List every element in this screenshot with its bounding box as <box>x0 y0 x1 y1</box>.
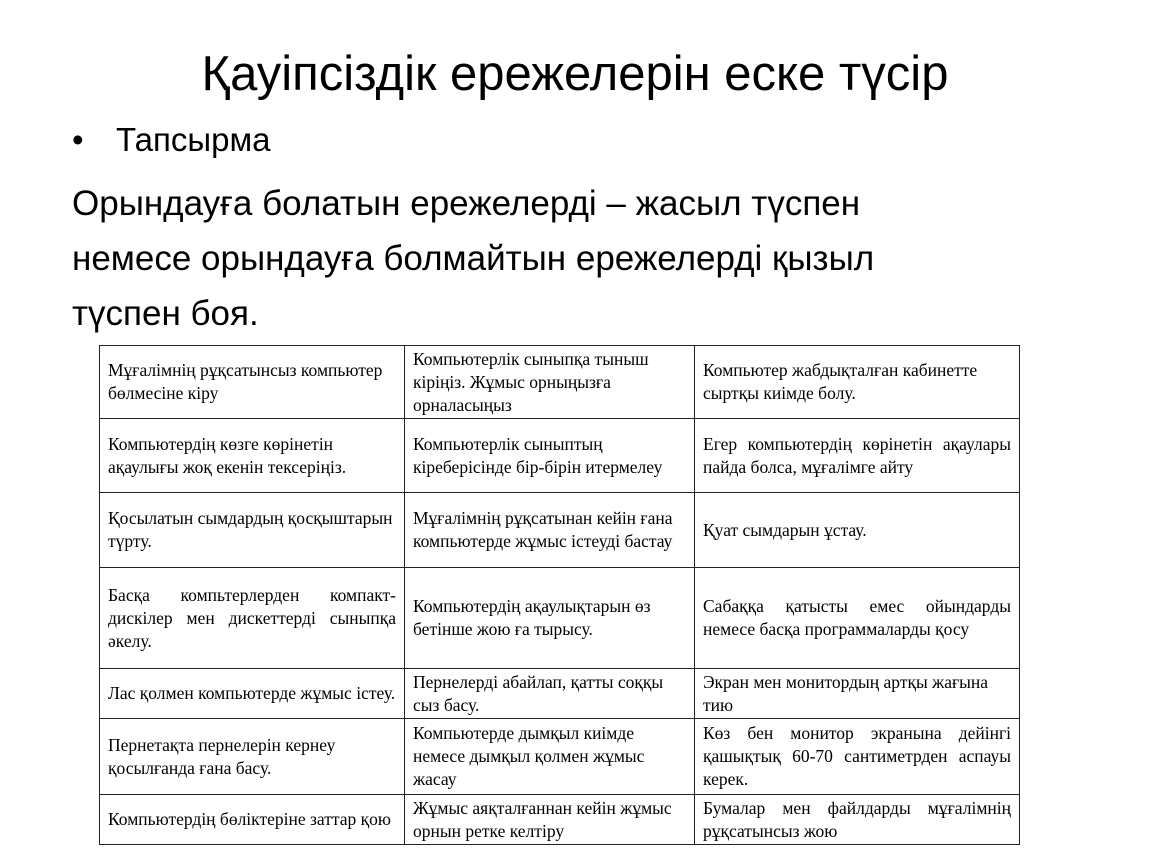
table-row <box>100 568 1020 669</box>
bullet-item <box>72 116 271 164</box>
bullet-text: Тапсырма <box>116 121 271 158</box>
table-cell: Компьютердің көзге көрінетін ақаулығы жоқ екенін тексеріңіз. <box>100 419 405 493</box>
table-row <box>100 795 1020 845</box>
table-row <box>100 346 1020 419</box>
table-cell: Компьютердің бөліктеріне заттар қою <box>100 795 405 845</box>
table-cell: Басқа компьтерлерден компакт-дискілер мен дискеттерді сыныпқа әкелу. <box>100 568 405 669</box>
table-row <box>100 669 1020 719</box>
table-cell: Компьютерлік сыныптың кіреберісінде бір-бірін итермелеу <box>405 419 695 493</box>
table-cell: Пернелерді абайлап, қатты соққы сыз басу. <box>405 669 695 719</box>
table-cell: Компьютердің ақаулықтарын өз бетінше жою ға тырысу. <box>405 568 695 669</box>
table-cell: Қосылатын сымдардың қосқыштарын түрту. <box>100 493 405 568</box>
table-cell: Компьютер жабдықталған кабинетте сыртқы киімде болу. <box>695 346 1020 419</box>
rules-table <box>99 345 1020 845</box>
table-cell: Мұғалімнің рұқсатынан кейін ғана компьютерде жұмыс істеуді бастау <box>405 493 695 568</box>
table-cell: Лас қолмен компьютерде жұмыс істеу. <box>100 669 405 719</box>
table-cell: Жұмыс аяқталғаннан кейін жұмыс орнын ретке келтіру <box>405 795 695 845</box>
table-row <box>100 493 1020 568</box>
table-cell: Көз бен монитор экранына дейінгі қашықтық 60-70 сантиметрден аспауы керек. <box>695 719 1020 795</box>
table-cell: Егер компьютердің көрінетін ақаулары пайда болса, мұғалімге айту <box>695 419 1020 493</box>
table-cell: Компьютерлік сыныпқа тыныш кіріңіз. Жұмыс орныңызға орналасыңыз <box>405 346 695 419</box>
slide-title: Қауіпсіздік ережелерін еске түсір <box>201 47 949 101</box>
table-row <box>100 719 1020 795</box>
table-cell: Қуат сымдарын ұстау. <box>695 493 1020 568</box>
table-cell: Мұғалімнің рұқсатынсыз компьютер бөлмесіне кіру <box>100 346 405 419</box>
table-cell: Экран мен монитордың артқы жағына тию <box>695 669 1020 719</box>
table-cell: Пернетақта пернелерін кернеу қосылғанда ғана басу. <box>100 719 405 795</box>
instruction-text: Орындауға болатын ережелерді – жасыл түспен немесе орындауға болмайтын ережелерді қызыл түспен боя. <box>72 184 875 333</box>
rules-table-container <box>99 345 1020 845</box>
bullet-icon: • <box>72 121 84 158</box>
table-row <box>100 419 1020 493</box>
table-cell: Бумалар мен файлдарды мұғалімнің рұқсатынсыз жою <box>695 795 1020 845</box>
table-cell: Компьютерде дымқыл киімде немесе дымқыл қолмен жұмыс жасау <box>405 719 695 795</box>
table-cell: Сабаққа қатысты емес ойындарды немесе басқа программаларды қосу <box>695 568 1020 669</box>
